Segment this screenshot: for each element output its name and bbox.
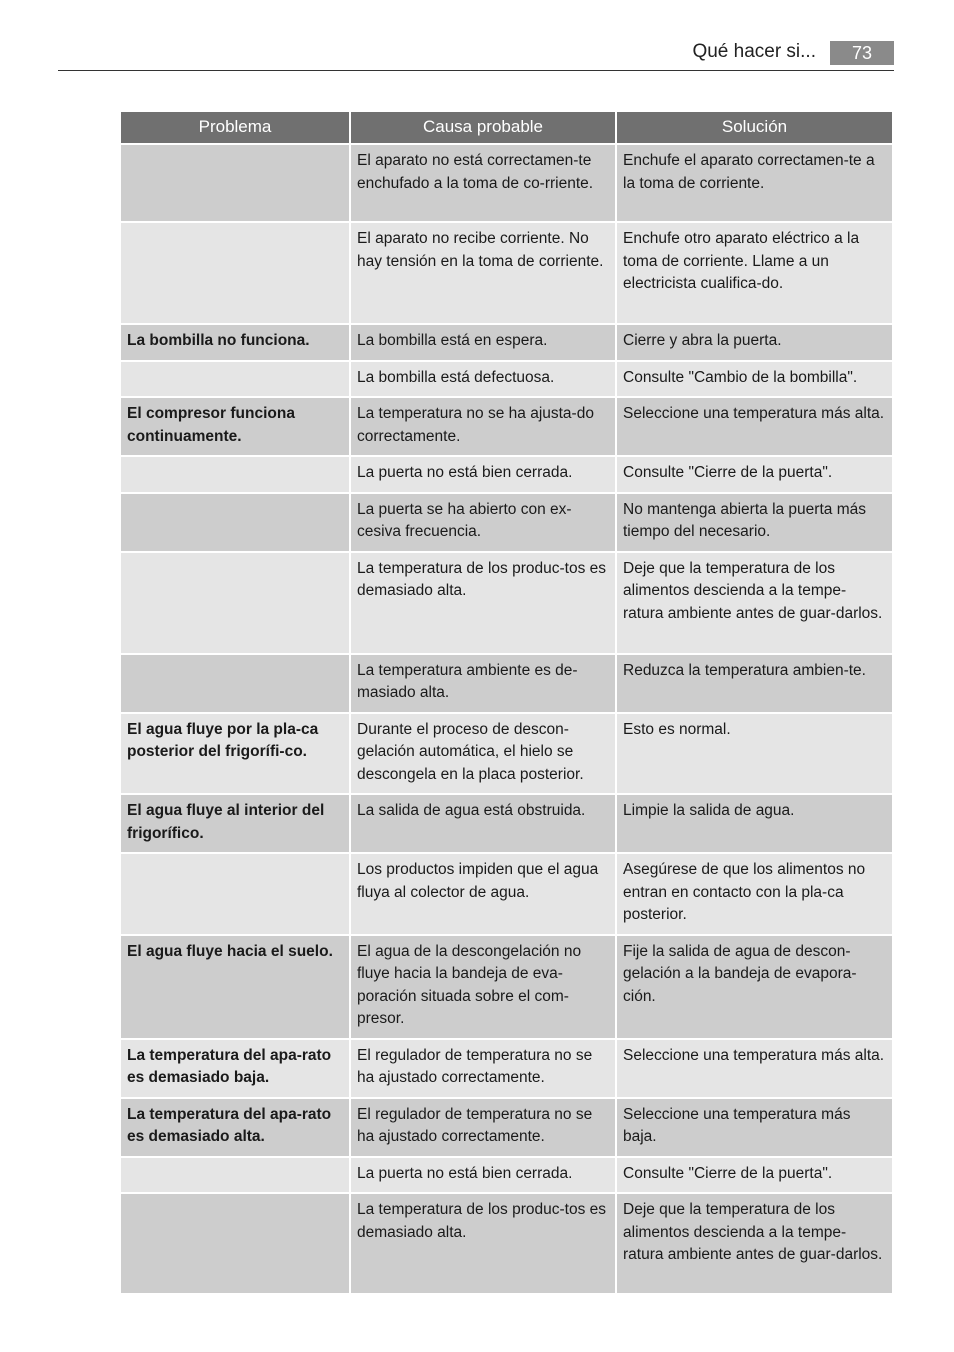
problem-cell bbox=[121, 854, 349, 934]
problem-cell: La temperatura del apa-rato es demasiado baja. bbox=[121, 1040, 349, 1097]
solution-cell: Consulte "Cierre de la puerta". bbox=[617, 457, 892, 492]
problem-cell: El compresor funciona continuamente. bbox=[121, 398, 349, 455]
page-header bbox=[58, 38, 894, 71]
cause-cell: La temperatura de los produc-tos es demasiado alta. bbox=[351, 553, 615, 653]
cause-cell: La bombilla está defectuosa. bbox=[351, 362, 615, 397]
cause-cell: La bombilla está en espera. bbox=[351, 325, 615, 360]
problem-cell: La temperatura del apa-rato es demasiado alta. bbox=[121, 1099, 349, 1156]
table-row bbox=[121, 655, 892, 712]
solution-cell: No mantenga abierta la puerta más tiempo del necesario. bbox=[617, 494, 892, 551]
problem-cell: El agua fluye hacia el suelo. bbox=[121, 936, 349, 1038]
cause-cell: La puerta no está bien cerrada. bbox=[351, 457, 615, 492]
cause-cell: La temperatura no se ha ajusta-do correctamente. bbox=[351, 398, 615, 455]
problem-cell bbox=[121, 1158, 349, 1193]
problem-cell bbox=[121, 457, 349, 492]
solution-cell: Seleccione una temperatura más alta. bbox=[617, 398, 892, 455]
solution-cell: Asegúrese de que los alimentos no entran en contacto con la pla-ca posterior. bbox=[617, 854, 892, 934]
problem-cell bbox=[121, 553, 349, 653]
problem-cell bbox=[121, 494, 349, 551]
cause-cell: El agua de la descongelación no fluye hacia la bandeja de eva-poración situada sobre el com-presor. bbox=[351, 936, 615, 1038]
solution-cell: Cierre y abra la puerta. bbox=[617, 325, 892, 360]
cause-cell: La salida de agua está obstruida. bbox=[351, 795, 615, 852]
column-header-solution: Solución bbox=[617, 112, 892, 143]
table-row bbox=[121, 553, 892, 653]
problem-cell: El agua fluye por la pla-ca posterior del frigorífi-co. bbox=[121, 714, 349, 794]
table-row bbox=[121, 936, 892, 1038]
solution-cell: Consulte "Cierre de la puerta". bbox=[617, 1158, 892, 1193]
solution-cell: Enchufe otro aparato eléctrico a la toma de corriente. Llame a un electricista cualifica-do. bbox=[617, 223, 892, 323]
problem-cell bbox=[121, 1194, 349, 1293]
table-row bbox=[121, 398, 892, 455]
table-row bbox=[121, 145, 892, 221]
solution-cell: Fije la salida de agua de descon-gelación a la bandeja de evapora-ción. bbox=[617, 936, 892, 1038]
table-row bbox=[121, 325, 892, 360]
solution-cell: Limpie la salida de agua. bbox=[617, 795, 892, 852]
table-row bbox=[121, 362, 892, 397]
table-row bbox=[121, 494, 892, 551]
column-header-problem: Problema bbox=[121, 112, 349, 143]
cause-cell: El regulador de temperatura no se ha ajustado correctamente. bbox=[351, 1040, 615, 1097]
solution-cell: Esto es normal. bbox=[617, 714, 892, 794]
column-header-cause: Causa probable bbox=[351, 112, 615, 143]
solution-cell: Consulte "Cambio de la bombilla". bbox=[617, 362, 892, 397]
table-row bbox=[121, 1158, 892, 1193]
solution-cell: Enchufe el aparato correctamen-te a la toma de corriente. bbox=[617, 145, 892, 221]
problem-cell bbox=[121, 362, 349, 397]
table-row bbox=[121, 457, 892, 492]
solution-cell: Deje que la temperatura de los alimentos descienda a la tempe-ratura ambiente antes de guar-darlos. bbox=[617, 553, 892, 653]
solution-cell: Deje que la temperatura de los alimentos descienda a la tempe-ratura ambiente antes de guar-darlos. bbox=[617, 1194, 892, 1293]
table-row bbox=[121, 854, 892, 934]
cause-cell: Durante el proceso de descon-gelación automática, el hielo se descongela en la placa posterior. bbox=[351, 714, 615, 794]
table-row bbox=[121, 1099, 892, 1156]
table-row bbox=[121, 1040, 892, 1097]
table-row bbox=[121, 795, 892, 852]
cause-cell: La temperatura ambiente es de-masiado alta. bbox=[351, 655, 615, 712]
cause-cell: La puerta no está bien cerrada. bbox=[351, 1158, 615, 1193]
table-header-row bbox=[121, 112, 892, 143]
cause-cell: Los productos impiden que el agua fluya al colector de agua. bbox=[351, 854, 615, 934]
cause-cell: El aparato no recibe corriente. No hay tensión en la toma de corriente. bbox=[351, 223, 615, 323]
problem-cell bbox=[121, 223, 349, 323]
solution-cell: Seleccione una temperatura más alta. bbox=[617, 1040, 892, 1097]
table-row bbox=[121, 714, 892, 794]
problem-cell bbox=[121, 145, 349, 221]
problem-cell bbox=[121, 655, 349, 712]
page-number: 73 bbox=[830, 41, 894, 65]
section-title: Qué hacer si... bbox=[692, 41, 816, 62]
problem-cell: La bombilla no funciona. bbox=[121, 325, 349, 360]
cause-cell: La puerta se ha abierto con ex-cesiva frecuencia. bbox=[351, 494, 615, 551]
cause-cell: El regulador de temperatura no se ha ajustado correctamente. bbox=[351, 1099, 615, 1156]
table-row bbox=[121, 223, 892, 323]
solution-cell: Seleccione una temperatura más baja. bbox=[617, 1099, 892, 1156]
cause-cell: El aparato no está correctamen-te enchufado a la toma de co-rriente. bbox=[351, 145, 615, 221]
table-row bbox=[121, 1194, 892, 1293]
problem-cell: El agua fluye al interior del frigorífico. bbox=[121, 795, 349, 852]
troubleshooting-table bbox=[119, 110, 894, 1295]
solution-cell: Reduzca la temperatura ambien-te. bbox=[617, 655, 892, 712]
cause-cell: La temperatura de los produc-tos es demasiado alta. bbox=[351, 1194, 615, 1293]
